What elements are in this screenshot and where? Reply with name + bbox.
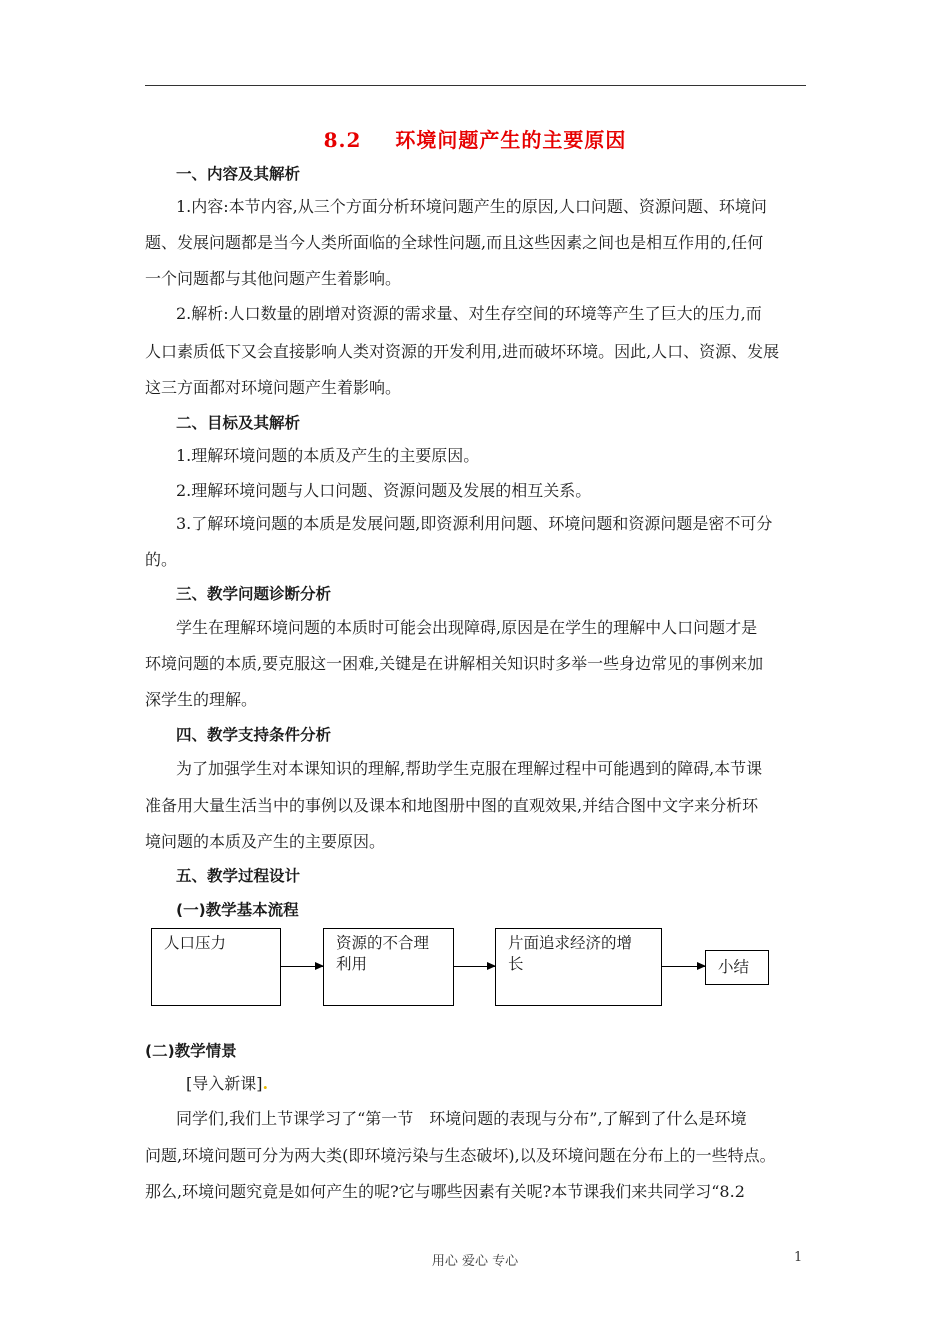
s1-p2-line3: 这三方面都对环境问题产生着影响。: [145, 378, 402, 397]
section-5-heading: 五、教学过程设计: [176, 867, 301, 885]
s4-line3: 境问题的本质及产生的主要原因。: [145, 832, 386, 851]
s4-line1: 为了加强学生对本课知识的理解,帮助学生克服在理解过程中可能遇到的障碍,本节课: [176, 759, 763, 778]
intro-dot: .: [262, 1074, 269, 1093]
intro-label: [导入新课]: [186, 1074, 263, 1093]
intro-label-line: [186, 1073, 851, 1095]
s1-p2-line2: 人口素质低下又会直接影响人类对资源的开发利用,进而破坏环境。因此,人口、资源、发展: [145, 342, 780, 361]
s1-p1-line1: 1.内容:本节内容,从三个方面分析环境问题产生的原因,人口问题、资源问题、环境问: [176, 197, 767, 216]
s1-p2-line1: 2.解析:人口数量的剧增对资源的需求量、对生存空间的环境等产生了巨大的压力,而: [176, 304, 762, 323]
section-4-heading: 四、教学支持条件分析: [176, 726, 332, 744]
flow-box-resources: [323, 928, 454, 1006]
flow-box-summary: [705, 950, 769, 985]
title-number: 8.2: [323, 128, 362, 152]
flow-box-economy: [495, 928, 662, 1006]
page-number: 1: [794, 1250, 803, 1265]
flow-arrow: [662, 966, 705, 967]
section-2-heading: 二、目标及其解析: [176, 414, 301, 432]
s5-line2: 问题,环境问题可分为两大类(即环境污染与生态破坏),以及环境问题在分布上的一些特点。: [145, 1146, 776, 1165]
s3-line2: 环境问题的本质,要克服这一困难,关键是在讲解相关知识时多举一些身边常见的事例来加: [145, 654, 764, 673]
s2-item-2: 2.理解环境问题与人口问题、资源问题及发展的相互关系。: [176, 481, 592, 500]
flow-box-label: 资源的不合理: [336, 934, 430, 952]
s5-sub-1: (一)教学基本流程: [176, 901, 299, 919]
s5-line1: 同学们,我们上节课学习了“第一节 环境问题的表现与分布”,了解到了什么是环境: [176, 1109, 747, 1128]
s2-item-3: 3.了解环境问题的本质是发展问题,即资源利用问题、环境问题和资源问题是密不可分: [176, 514, 773, 533]
s2-item-1: 1.理解环境问题的本质及产生的主要原因。: [176, 446, 480, 465]
s1-p1-line2: 题、发展问题都是当今人类所面临的全球性问题,而且这些因素之间也是相互作用的,任何: [145, 233, 764, 252]
section-3-heading: 三、教学问题诊断分析: [176, 585, 332, 603]
flow-box-label: 片面追求经济的增: [508, 934, 633, 952]
page-footer: 用心 爱心 专心: [431, 1254, 519, 1269]
flow-arrow: [281, 966, 323, 967]
section-1-heading: 一、内容及其解析: [176, 165, 301, 183]
s3-line1: 学生在理解环境问题的本质时可能会出现障碍,原因是在学生的理解中人口问题才是: [176, 618, 758, 637]
document-title: [0, 124, 950, 153]
flow-arrow: [454, 966, 495, 967]
s5-line3: 那么,环境问题究竟是如何产生的呢?它与哪些因素有关呢?本节课我们来共同学习“8.2: [145, 1182, 745, 1201]
s3-line3: 深学生的理解。: [145, 690, 258, 709]
title-text: 环境问题产生的主要原因: [395, 128, 627, 152]
flow-box-label: 小结: [718, 958, 750, 976]
s2-item-3-cont: 的。: [145, 550, 178, 569]
flow-box-label: 长: [508, 955, 524, 973]
flow-box-label: 人口压力: [164, 934, 227, 952]
header-rule: [145, 85, 806, 86]
s4-line2: 准备用大量生活当中的事例以及课本和地图册中图的直观效果,并结合图中文字来分析环: [145, 796, 759, 815]
flow-box-label: 利用: [336, 955, 368, 973]
flow-box-population: [151, 928, 281, 1006]
s1-p1-line3: 一个问题都与其他问题产生着影响。: [145, 269, 402, 288]
s5-sub-2: (二)教学情景: [145, 1042, 237, 1060]
